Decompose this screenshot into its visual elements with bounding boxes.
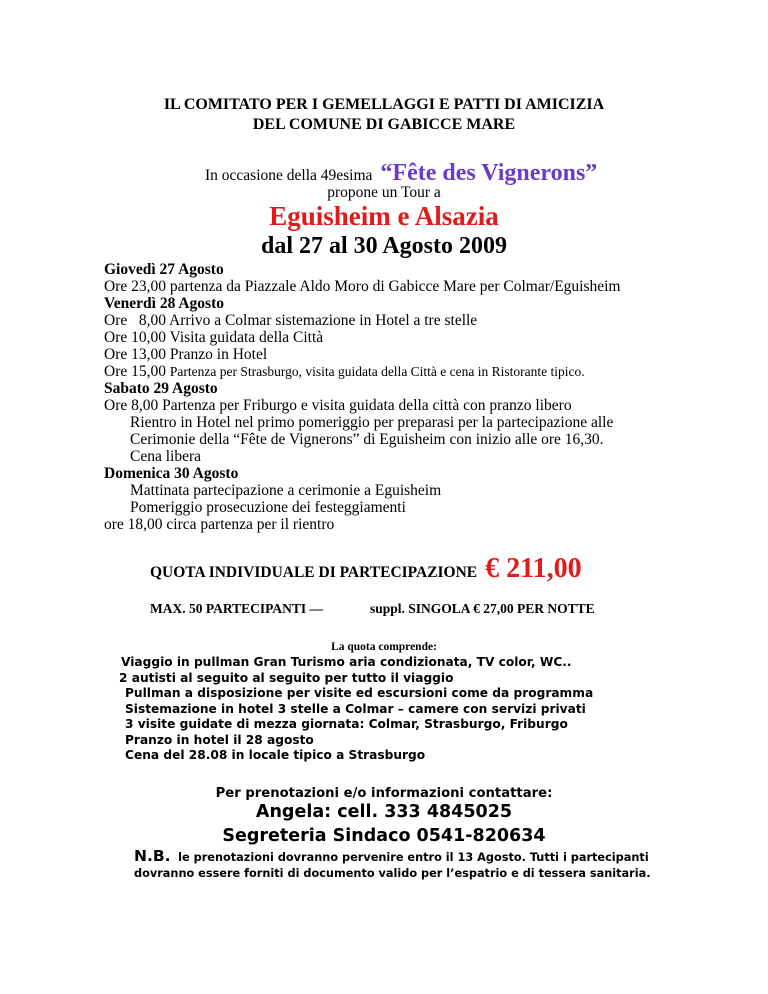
includes-item: 2 autisti al seguito al seguito per tutto il viaggio — [119, 671, 454, 685]
quota-price: € 211,00 — [485, 553, 582, 584]
itinerary-line: ore 18,00 circa partenza per il rientro — [104, 516, 335, 533]
contact-segreteria: Segreteria Sindaco 0541-820634 — [222, 826, 546, 846]
day-sunday: Domenica 30 Agosto — [104, 465, 239, 482]
nb-label: N.B. — [134, 847, 171, 865]
itinerary-line: Ore 23,00 partenza da Piazzale Aldo Moro di Gabicce Mare per Colmar/Eguisheim — [104, 278, 621, 295]
quota-label: QUOTA INDIVIDUALE DI PARTECIPAZIONE — [150, 564, 478, 581]
day-thursday: Giovedì 27 Agosto — [104, 261, 224, 278]
includes-item: Sistemazione in hotel 3 stelle a Colmar – camere con servizi privati — [125, 702, 586, 716]
destination-title: Eguisheim e Alsazia — [269, 201, 499, 231]
includes-title: La quota comprende: — [331, 641, 437, 653]
itinerary-line: Mattinata partecipazione a cerimonie a Eguisheim — [130, 482, 442, 499]
single-supplement: suppl. SINGOLA € 27,00 PER NOTTE — [370, 601, 595, 616]
itinerary-line: Ore 8,00 Partenza per Friburgo e visita guidata della città con pranzo libero — [104, 397, 572, 414]
dates-title: dal 27 al 30 Agosto 2009 — [260, 233, 508, 259]
event-name: “Fête des Vignerons” — [380, 160, 598, 186]
includes-item: 3 visite guidate di mezza giornata: Colmar, Strasburgo, Friburgo — [125, 717, 568, 731]
day-saturday: Sabato 29 Agosto — [104, 380, 218, 397]
contact-angela: Angela: cell. 333 4845025 — [255, 802, 513, 822]
itinerary-line — [104, 363, 585, 381]
header-line-1: IL COMITATO PER I GEMELLAGGI E PATTI DI AMICIZIA — [163, 96, 605, 113]
itinerary-line: Pomeriggio prosecuzione dei festeggiamenti — [130, 499, 406, 516]
day-friday: Venerdì 28 Agosto — [104, 295, 224, 312]
itinerary-line: Ore 13,00 Pranzo in Hotel — [104, 346, 268, 363]
itinerary-line: Cena libera — [130, 448, 202, 465]
note-line-2: dovranno essere forniti di documento valido per l’espatrio e di tessera sanitaria. — [134, 867, 651, 880]
contacts-title: Per prenotazioni e/o informazioni contattare: — [215, 786, 553, 801]
itinerary-line: Ore 8,00 Arrivo a Colmar sistemazione in Hotel a tre stelle — [104, 312, 478, 329]
quota-line — [150, 552, 582, 590]
occasion-text: In occasione della 49esima — [205, 167, 373, 184]
itinerary-line: Rientro in Hotel nel primo pomeriggio per preparasi per la partecipazione alle — [130, 414, 614, 431]
includes-item: Cena del 28.08 in locale tipico a Strasburgo — [125, 748, 426, 762]
proposes-text: propone un Tour a — [327, 184, 441, 201]
itinerary-line: Cerimonie della “Fête de Vignerons” di Eguisheim con inizio alle ore 16,30. — [130, 431, 604, 448]
includes-item: Pranzo in hotel il 28 agosto — [125, 733, 314, 747]
header-line-2: DEL COMUNE DI GABICCE MARE — [252, 116, 516, 133]
includes-item: Pullman a disposizione per visite ed escursioni come da programma — [125, 686, 594, 700]
note-text: le prenotazioni dovranno pervenire entro il 13 Agosto. Tutti i partecipanti — [178, 851, 649, 864]
itinerary-line: Ore 10,00 Visita guidata della Città — [104, 329, 324, 346]
includes-item: Viaggio in pullman Gran Turismo aria condizionata, TV color, WC.. — [121, 655, 572, 669]
max-participants: MAX. 50 PARTECIPANTI — — [150, 601, 324, 616]
itinerary-text: Partenza per Strasburgo, visita guidata della Città e cena in Ristorante tipico. — [169, 364, 585, 379]
itinerary-time: Ore 15,00 — [104, 363, 166, 380]
